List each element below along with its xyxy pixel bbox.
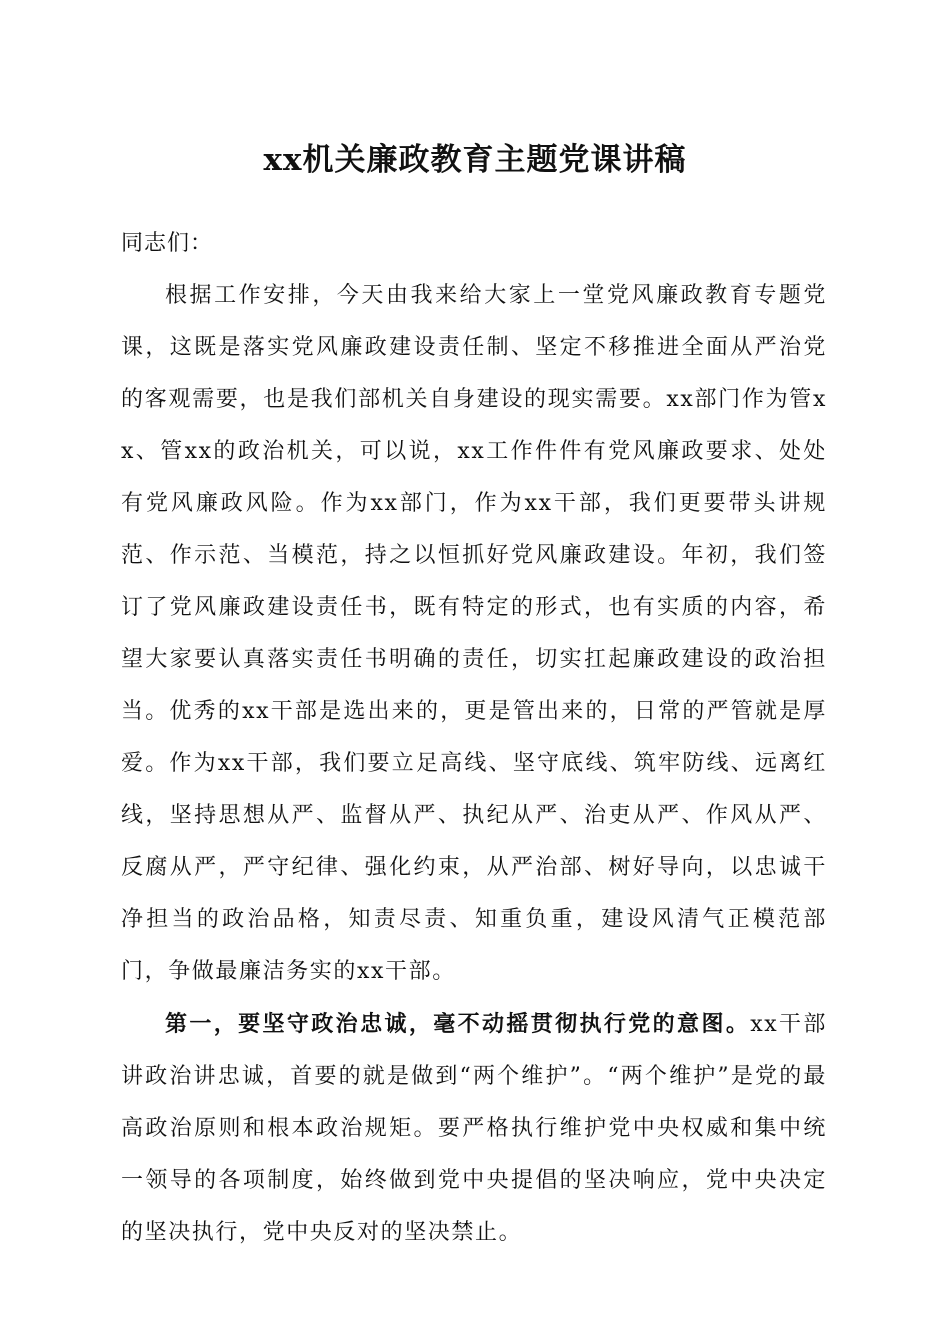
paragraph-first-point-text: xx干部讲政治讲忠诚，首要的就是做到“两个维护”。“两个维护”是党的最高政治原则和根本政治规矩。要严格执行维护党中央权威和集中统一领导的各项制度，始终做到党中央提倡的坚决响应，党中央决定的坚决执行，党中央反对的坚决禁止。 [121, 1012, 828, 1245]
document-body [121, 218, 827, 1259]
paragraph-first-point-heading: 第一，要坚守政治忠诚，毫不动摇贯彻执行党的意图。 [165, 1011, 751, 1037]
document-title: xx机关廉政教育主题党课讲稿 [263, 142, 687, 178]
salutation: 同志们： [121, 231, 214, 256]
paragraph-first-point [121, 998, 827, 1259]
paragraph-intro: 根据工作安排，今天由我来给大家上一堂党风廉政教育专题党课，这既是落实党风廉政建设责任制、坚定不移推进全面从严治党的客观需要，也是我们部机关自身建设的现实需要。xx部门作为管xx、管xx的政治机关，可以说，xx工作件件有党风廉政要求、处处有党风廉政风险。作为xx部门，作为xx干部，我们更要带头讲规范、作示范、当模范，持之以恒抓好党风廉政建设。年初，我们签订了党风廉政建设责任书，既有特定的形式，也有实质的内容，希望大家要认真落实责任书明确的责任，切实扛起廉政建设的政治担当。优秀的xx干部是选出来的，更是管出来的，日常的严管就是厚爱。作为xx干部，我们要立足高线、坚守底线、筑牢防线、远离红线，坚持思想从严、监督从严、执纪从严、治吏从严、作风从严、反腐从严，严守纪律、强化约束，从严治部、树好导向，以忠诚干净担当的政治品格，知责尽责、知重负重，建设风清气正模范部门，争做最廉洁务实的xx干部。 [121, 283, 827, 984]
